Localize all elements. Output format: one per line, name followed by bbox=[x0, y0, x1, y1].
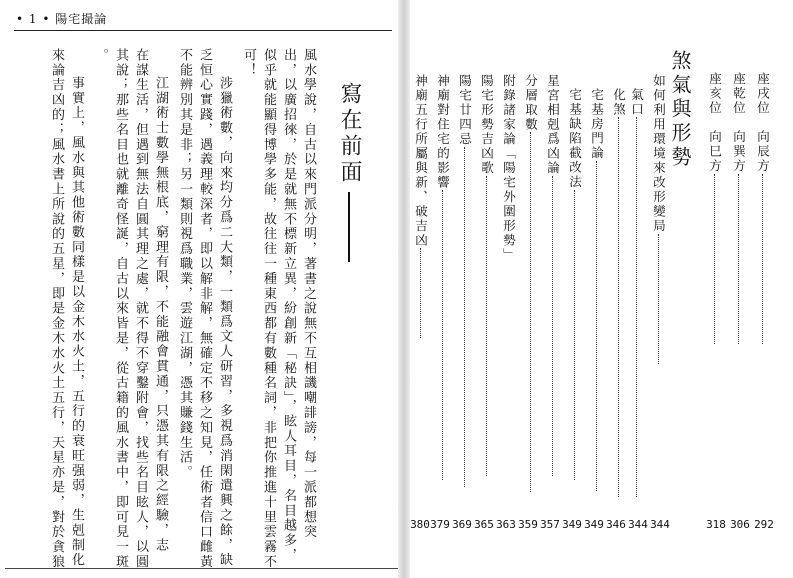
leader-dots bbox=[530, 132, 531, 492]
header-rule bbox=[14, 30, 392, 31]
right-page bbox=[408, 0, 793, 578]
toc-entry bbox=[524, 74, 537, 492]
toc-page-number: 365 bbox=[474, 518, 494, 531]
toc-entry bbox=[502, 74, 515, 263]
toc-entry-title: 附錄諸家論「陽宅外圍形勢」 bbox=[501, 74, 517, 263]
body-line: 其說；那些名目也就離奇怪誕，自古以來皆是，從古籍的風水書中，即可見一斑 bbox=[113, 48, 128, 570]
body-line: 不能辨別其是非；另一類則視爲職業，雲遊江湖，憑其賺錢生活。 bbox=[177, 48, 192, 481]
toc-entry bbox=[436, 74, 449, 480]
leader-dots bbox=[658, 234, 659, 364]
toc-entry-title: 星宮相剋爲凶論 bbox=[545, 74, 561, 176]
toc-entry-title: 座戌位 向辰方 bbox=[755, 72, 771, 174]
toc-entry bbox=[708, 72, 721, 344]
toc-page-number: 344 bbox=[650, 518, 670, 531]
leader-dots bbox=[636, 117, 637, 497]
toc-page-number: 318 bbox=[706, 518, 726, 531]
toc-page-number: 380 bbox=[410, 518, 430, 531]
leader-dots bbox=[442, 190, 443, 480]
body-line: 在謀生活，但遇到無法自圓其理之處，就不得不穿鑿附會，找些名目眩人，以圓 bbox=[133, 48, 148, 570]
toc-entry-title: 宅基缺陷截改法 bbox=[567, 88, 583, 190]
body-line: 風水學說，自古以來門派分明，著書之說無不互相譏嘲誹謗，每一派都想突 bbox=[301, 48, 316, 540]
chapter-title bbox=[338, 82, 360, 262]
body-line: 乏恒心實踐，遇義理較深者，即以解非解，無確定不移之知見，任術者信口雌黃 bbox=[197, 48, 212, 570]
toc-entry-title: 陽宅廿四忌 bbox=[457, 74, 473, 147]
toc-entry-title: 座亥位 向巳方 bbox=[707, 72, 723, 174]
toc-entry-title: 座乾位 向巽方 bbox=[731, 72, 747, 174]
body-line: 事實上，風水與其他術數同樣是以金木水火土，五行的衰旺强弱，生剋制化 bbox=[69, 76, 84, 568]
toc-entry-title: 化煞 bbox=[611, 88, 627, 117]
toc-entry bbox=[756, 72, 769, 344]
leader-dots bbox=[464, 147, 465, 487]
leader-dots bbox=[714, 174, 715, 344]
body-line: 涉獵術數，向來均分爲二大類，一類爲文人研習，多視爲消閑遣興之餘，缺 bbox=[217, 76, 232, 568]
page-header: • 1 • 陽宅撮論 bbox=[16, 12, 108, 26]
title-dash bbox=[348, 192, 350, 262]
body-line: 江湖術士數學無根底，窮理有限，不能融會貫通，只憑其有限之經驗，志 bbox=[153, 76, 168, 553]
toc-entry bbox=[480, 74, 493, 476]
toc-page-number: 369 bbox=[452, 518, 472, 531]
toc-entry-title: 陽宅形勢吉凶歌 bbox=[479, 74, 495, 176]
toc-entry bbox=[414, 74, 427, 338]
toc-entry-title: 氣口 bbox=[629, 88, 645, 117]
toc-entry-title: 分層取數 bbox=[523, 74, 539, 132]
toc-page-number: 344 bbox=[628, 518, 648, 531]
body-line: 來論吉凶的；風水書上所說的五星，即是金木水火土五行，天星亦是，對於貪狼 bbox=[49, 48, 64, 570]
body-line: 似乎就能顯得博學多能，故往往一種東西都有數種名詞，非把你推進十里雲霧不 bbox=[261, 48, 276, 570]
toc-page-number: 357 bbox=[540, 518, 560, 531]
leader-dots bbox=[762, 174, 763, 344]
toc-entry bbox=[546, 74, 559, 476]
toc-entry-title: 神廟五行所屬與新、破吉凶 bbox=[413, 74, 429, 248]
body-line: 出，以廣招徠，於是就無不標新立異，紛創新「秘訣」，眩人耳目，名目越多， bbox=[281, 48, 296, 563]
toc-entry bbox=[612, 88, 625, 497]
leader-dots bbox=[420, 248, 421, 338]
leader-dots bbox=[574, 190, 575, 480]
toc-entry bbox=[732, 72, 745, 344]
section-heading: 煞氣與形勢 bbox=[668, 50, 692, 170]
body-line: 。 bbox=[93, 48, 108, 63]
page-edge bbox=[5, 568, 400, 569]
leader-dots bbox=[596, 161, 597, 491]
body-line: 可！ bbox=[241, 48, 256, 78]
toc-entry bbox=[652, 74, 665, 364]
toc-page-number: 292 bbox=[754, 518, 774, 531]
toc-page-number: 306 bbox=[730, 518, 750, 531]
toc-page-number: 379 bbox=[430, 518, 450, 531]
toc-entry-title: 宅基房門論 bbox=[589, 88, 605, 161]
toc-page-number: 359 bbox=[518, 518, 538, 531]
chapter-title-text: 寫在前面 bbox=[337, 82, 362, 186]
toc-entry bbox=[458, 74, 471, 487]
toc-page-number: 346 bbox=[606, 518, 626, 531]
leader-dots bbox=[618, 117, 619, 497]
toc-entry bbox=[630, 88, 643, 497]
toc-page-number: 349 bbox=[562, 518, 582, 531]
toc-entry-title: 神廟對住宅的影響 bbox=[435, 74, 451, 190]
leader-dots bbox=[552, 176, 553, 476]
toc-entry bbox=[568, 88, 581, 480]
toc-page-number: 349 bbox=[584, 518, 604, 531]
leader-dots bbox=[486, 176, 487, 476]
leader-dots bbox=[738, 174, 739, 344]
toc-entry bbox=[590, 88, 603, 491]
toc-page-number: 363 bbox=[496, 518, 516, 531]
toc-entry-title: 如何利用環境來改形變局 bbox=[651, 74, 667, 234]
